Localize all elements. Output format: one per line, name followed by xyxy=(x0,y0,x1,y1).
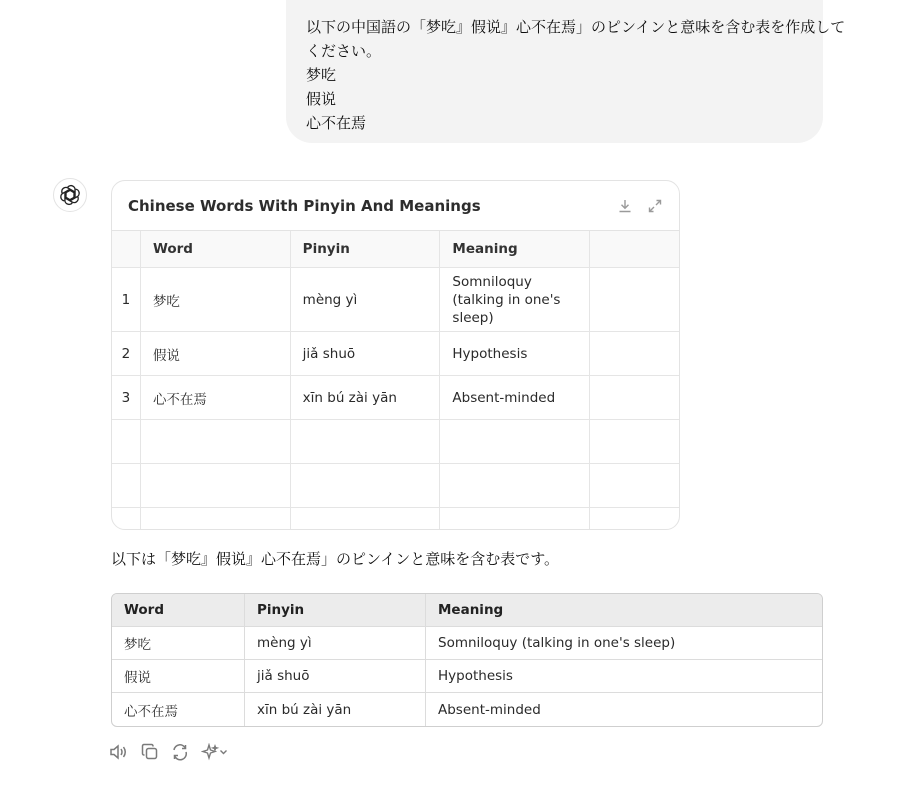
grid-row-empty xyxy=(112,464,679,508)
grid-cell[interactable]: jiǎ shuō xyxy=(291,332,441,375)
table-row xyxy=(112,627,822,660)
grid-row-empty xyxy=(112,420,679,464)
grid-row xyxy=(112,376,679,420)
table-header-cell: Word xyxy=(112,594,245,626)
table-cell: 梦吃 xyxy=(112,627,245,659)
table-cell: 假说 xyxy=(112,660,245,692)
table-cell: Somniloquy (talking in one's sleep) xyxy=(438,635,676,651)
table-header-cell: Meaning xyxy=(438,602,504,618)
table-cell: mèng yì xyxy=(245,627,426,659)
row-index: 1 xyxy=(112,268,141,331)
spreadsheet-grid xyxy=(112,231,679,530)
row-index: 2 xyxy=(112,332,141,375)
user-message-line: 假说 xyxy=(306,90,337,108)
expand-icon[interactable] xyxy=(647,198,663,214)
response-text: 以下は「梦吃』假说』心不在焉」のピンインと意味を含む表です。 xyxy=(111,550,560,568)
grid-cell[interactable]: xīn bú zài yān xyxy=(291,376,441,419)
user-message-bubble xyxy=(286,0,846,143)
user-message-line: 心不在焉 xyxy=(306,114,367,132)
regenerate-icon[interactable] xyxy=(171,743,189,761)
table-cell: Absent-minded xyxy=(438,701,541,718)
card-title: Chinese Words With Pinyin And Meanings xyxy=(128,196,481,215)
copy-icon[interactable] xyxy=(141,743,159,761)
table-header-cell: Pinyin xyxy=(245,594,426,626)
grid-row xyxy=(112,332,679,376)
user-message-line: 以下の中国語の「梦吃』假说』心不在焉」のピンインと意味を含む表を作成して xyxy=(306,18,846,36)
row-index: 3 xyxy=(112,376,141,419)
grid-cell[interactable]: Absent-minded xyxy=(440,376,590,419)
openai-logo-icon xyxy=(59,184,81,206)
markdown-table-header xyxy=(112,594,822,627)
column-header[interactable]: Meaning xyxy=(440,231,590,267)
table-card xyxy=(111,180,680,530)
grid-cell[interactable]: Hypothesis xyxy=(440,332,590,375)
grid-cell[interactable]: 心不在焉 xyxy=(141,376,291,419)
column-header[interactable]: Word xyxy=(141,231,291,267)
grid-cell[interactable]: Somniloquy (talking in one's sleep) xyxy=(440,268,590,331)
card-header xyxy=(112,181,679,231)
grid-cell[interactable]: 梦吃 xyxy=(141,268,291,331)
table-cell: xīn bú zài yān xyxy=(245,693,426,726)
grid-cell[interactable]: 假说 xyxy=(141,332,291,375)
column-header-empty[interactable] xyxy=(590,231,679,267)
column-header[interactable]: Pinyin xyxy=(291,231,441,267)
grid-cell-empty[interactable] xyxy=(590,376,679,419)
table-cell: 心不在焉 xyxy=(112,693,245,726)
grid-row-empty xyxy=(112,508,679,530)
user-message-line: 梦吃 xyxy=(306,66,337,84)
model-switch-icon[interactable] xyxy=(201,743,229,761)
grid-row xyxy=(112,268,679,332)
markdown-table xyxy=(111,593,823,727)
table-row xyxy=(112,693,822,726)
row-index-header xyxy=(112,231,141,267)
assistant-avatar xyxy=(53,178,87,212)
table-cell: Hypothesis xyxy=(438,668,513,684)
download-icon[interactable] xyxy=(617,198,633,214)
grid-cell-empty[interactable] xyxy=(590,268,679,331)
grid-header-row xyxy=(112,231,679,268)
grid-cell-empty[interactable] xyxy=(590,332,679,375)
read-aloud-icon[interactable] xyxy=(109,743,129,761)
user-message-line: ください。 xyxy=(306,42,382,60)
card-actions xyxy=(617,198,663,214)
grid-cell[interactable]: mèng yì xyxy=(291,268,441,331)
table-row xyxy=(112,660,822,693)
table-cell: jiǎ shuō xyxy=(245,660,426,692)
message-toolbar xyxy=(109,743,229,761)
